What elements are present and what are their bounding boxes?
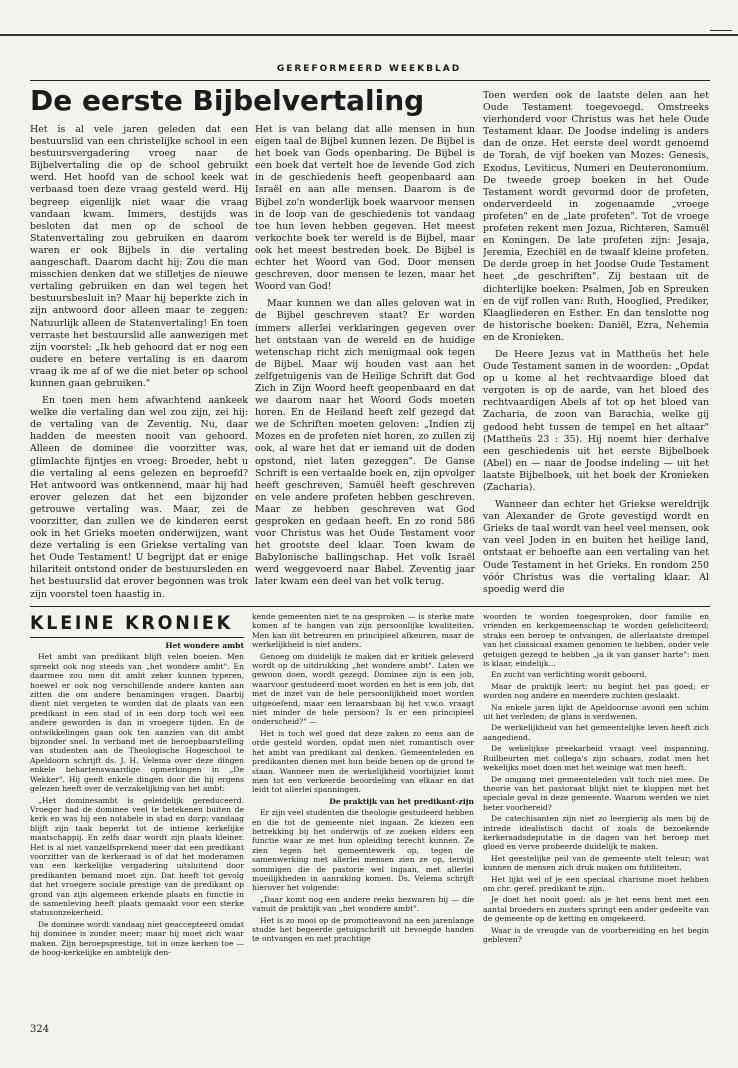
kroniek-title [30, 612, 244, 636]
top-edge-rule [0, 34, 738, 36]
header-rule [30, 80, 710, 81]
kroniek-paragraph: „Het dominesambt is geleidelijk gereduceerd. Vroeger had de dominee veel te betekenen buiten de kerk en was hij een notabele in stad en dorp; vandaag blijft zijn taak beperkt tot de intieme kerkelijke maatschappij. En zelfs daar wordt zijn plaats kleiner. Het is al niet vanzelfsprekend meer dat een predikant voorzitter van de kerkeraad is of dat het moderamen van een kerkelijke vergadering uitsluitend door predikanten bemand moet zijn. Dat heeft tot gevolg dat het vroegere sociale prestige van de predikant op grond van zijn algemeen erkende plaats en functie in de samenleving heeft plaats gemaakt voor een sterke statusonzekerheid. [30, 795, 244, 918]
kroniek-paragraph: woorden te worden toegesproken, door familie en vrienden en kerkgemeenschap te worden gefeliciteerd; straks een beroep te ontvangen, de allerlaatste drempel van het classicaal examen genomen te hebben, onder vele getuigen gezegd te hebben „ja ik van ganser harte": men is klaar, eindelijk… [483, 612, 709, 669]
kroniek-paragraph: De dominee wordt vandaag niet geaccepteerd omdat hij dominee is zonder meer; maar hij moet zich waar maken. Zijn beroepsprestige, tot in onze kerken toe — de hoog-kerkelijke en ambtelijk den- [30, 919, 244, 957]
kroniek-column-1 [30, 640, 244, 998]
kroniek-column-2 [252, 612, 474, 998]
kroniek-paragraph: Het ambt van predikant blijft velen boeien. Men spreekt ook nog steeds van „het wondere ambt". En daarmee zou men dit ambt zeker kunnen typeren, hoewel er ook nog verschillende andere kanten aan zitten die om andere benamingen vragen. Daarbij dient niet vergeten te worden dat de plaats van een predikant in een stad of in een dorp toch wel een andere geworden is dan in vroegere tijden. En de ontwikkelingen gaan ook ten aanzien van dit ambt bijzonder snel. In verband met de beroepbaarstelling van studenten aan de Theologische Hogeschool te Apeldoorn schrijft ds. J. H. Velema over deze dingen enkele behartenswaardige opmerkingen in „De Wekker". Hij geeft enkele dingen door die hij ergens gelezen heeft over de verzakelijking van het ambt: [30, 652, 244, 794]
article-paragraph: En toen men hem afwachtend aankeek welke die vertaling dan wel zou zijn, zei hij: de vertaling van de Zeventig. Nu, daar hadden de meesten nooit van gehoord. Alleen de dominee die voorzitter was, glimlachte fijntjes en vroeg: Broeder, hebt u die vertaling al eens gelezen en beproefd? Het antwoord was ontkennend, maar hij had erover gelezen dat het een bijzonder getrouwe vertaling was. Maar, zei de voorzitter, dan zullen we de kinderen eerst ook in het Grieks moeten onderwijzen, want deze vertaling is een Griekse vertaling van het Oude Testament! U begrijpt dat er enige hilariteit ontstond onder de bestuursleden en het bestuurslid dat erover begonnen was trok zijn voorstel toen haastig in. [30, 395, 248, 600]
kroniek-title-rule [30, 637, 244, 638]
kroniek-paragraph: Waar is de vreugde van de voorbereiding en het begin gebleven? [483, 925, 709, 944]
article-paragraph: Toen werden ook de laatste delen aan het Oude Testament toegevoegd. Omstreeks vierhonderd voor Christus was het hele Oude Testament klaar. De Joodse indeling is anders dan de onze. Het eerste deel wordt genoemd de Torah, de vijf boeken van Mozes: Genesis, Exodus, Leviticus, Numeri en Deuteronomium. De tweede groep boeken in het Oude Testament wordt gevormd door de profeten, onderverdeeld in zogenaamde „vroege profeten" en de „late profeten". Tot de vroege profeten rekent men Jozua, Richteren, Samuël en Koningen. De late profeten zijn: Jesaja, Jeremia, Ezechiël en de twaalf kleine profeten. De derde groep in het Joodse Oude Testament heet „de geschriften". Zij bestaan uit de dichterlijke boeken: Psalmen, Job en Spreuken en de vijf rollen van: Ruth, Hooglied, Prediker, Klaagliederen en Esther. En dan tenslotte nog de historische boeken: Daniël, Ezra, Nehemia en de Kronieken. [483, 90, 709, 343]
kroniek-paragraph: Het geestelijke peil van de gemeente stelt teleur; wat kunnen de mensen zich druk maken om futiliteiten. [483, 853, 709, 873]
kroniek-paragraph: Het is toch wel goed dat deze zaken zo eens aan de orde gesteld worden, opdat men niet romantisch over het ambt van predikant zal denken. Gemeenteleden en predikanten dienen met hun beide benen op de grond te staan. Wanneer men de werkelijkheid voorbijziet komt men tot een verkeerde beoordeling van elkaar en dat leidt tot allerlei spanningen. [252, 728, 474, 795]
page-number: 324 [30, 1024, 50, 1035]
kroniek-paragraph: Het is zo mooi op de promotieavond na een jarenlange studie het begeerde getuigschrift uit bevoegde handen te ontvangen en met prachtige [252, 915, 474, 944]
kroniek-paragraph: Maar de praktijk leert: nu begint het pas goed; er worden nog andere en meerdere zuchten geslaakt. [483, 681, 709, 701]
article-column-3 [483, 90, 709, 606]
kroniek-paragraph: De werkelijkheid van het gemeentelijke leven heeft zich aangediend. [483, 723, 709, 742]
article-column-2 [255, 124, 475, 606]
article-paragraph: De Heere Jezus vat in Mattheüs het hele Oude Testament samen in de woorden: „Opdat op u kome al het rechtvaardige bloed dat vergoten is op de aarde, van het bloed des rechtvaardigen Abels af tot op het bloed van Zacharia, de zoon van Barachia, welke gij gedood hebt tussen de tempel en het altaar" (Mattheüs 23 : 35). Hij noemt hier derhalve een geschiedenis uit het eerste Bijbelboek (Abel) en — naar de Joodse indeling — uit het laatste Bijbelboek, uit het boek der Kronieken (Zacharia). [483, 348, 709, 493]
kroniek-paragraph: kende gemeenten niet te na gesproken — is sterke mate komen af te hangen van zijn persoonlijke kwaliteiten. Men kan dit betreuren en principieel afkeuren, maar de werkelijkheid is niet anders. [252, 612, 474, 650]
article-paragraph: Het is al vele jaren geleden dat een bestuurslid van een christelijke school in een bestuursvergadering vroeg naar de Bijbelvertaling die op de school gebruikt werd. Het hoofd van de school keek wat verbaasd toen deze vraag gesteld werd. Hij begreep eigenlijk niet waar die vraag vandaan kwam. Immers, destijds was besloten dat men op de school de Statenvertaling zou gebruiken en daarom waren er ook Bijbels in die vertaling aangeschaft. Daarom dacht hij: Zou die man misschien denken dat we stilletjes de nieuwe vertaling gebruiken en dan wel tegen het bestuursbesluit in? Maar hij beperkte zich in zijn antwoord door alleen maar te zeggen: Natuurlijk alleen de Statenvertaling! En toen verraste het bestuurslid alle aanwezigen met zijn voorstel: „Ik heb gehoord dat er nog een oudere en betere vertaling is en daarom vraag ik me af of we die niet beter op school kunnen gaan gebruiken." [30, 124, 248, 389]
kroniek-subheading: De praktijk van het predikant-zijn [329, 796, 474, 806]
kroniek-title-text: KLEINE KRONIEK [30, 612, 233, 634]
kroniek-paragraph: De catechisanten zijn niet zo leergierig als men bij de intrede idealistisch dacht of zoals de bezoekende kerkeraadsdeputatie in de dagen van het beroep met gloed en verve probeerde duidelijk te maken. [483, 814, 709, 852]
section-divider [30, 606, 710, 607]
article-title: De eerste Bijbelvertaling [30, 84, 425, 117]
kroniek-subheading: Het wondere ambt [165, 641, 244, 650]
kroniek-paragraph: De wekelijkse preekarbeid vraagt veel inspanning. Ruilbeurten met collega's zijn schaars, zodat men het wekelijks moet doen met het weinige wat men heeft. [483, 744, 709, 773]
kroniek-paragraph: En zucht van verlichting wordt geboord. [491, 670, 647, 680]
article-paragraph: Wanneer dan echter het Griekse wereldrijk van Alexander de Grote gevestigd wordt en Grieks de taal wordt van heel veel mensen, ook van veel Joden in en buiten het heilige land, ontstaat er behoefte aan een vertaling van het Oude Testament in het Grieks. En rondom 250 vóór Christus was die vertaling klaar. Al spoedig werd die [483, 499, 709, 595]
kroniek-paragraph: Er zijn veel studenten die theologie gestudeerd hebben en die tot de gemeente niet ingaan. Ze kiezen een betrekking bij het onderwijs of ze zoeken elders een functie waar ze met hun opleiding terecht kunnen. Ze zien tegen het gemeentewerk op, tegen de samenwerking met allerlei mensen zien ze op, terwijl sommigen die de pastorie wel ingaan, met allerlei moeilijkheden in aanraking komen. Ds. Velema schrijft hierover het volgende: [252, 808, 474, 893]
kroniek-paragraph: Genoeg om duidelijk te maken dat er kritiek geleverd wordt op de uitdrukking „het wondere ambt". Laten we gewoon doen, wordt gezegd. Dominee zijn is een job, waarvoor gestudeerd moet worden en het is een job, dat met de inzet van de hele persoonlijkheid moet worden uitgeoefend, maar een leraarsbaan bij het v.w.o. vraagt niet minder de hele persoon? Is er een principieel onderscheid?" — [252, 651, 474, 727]
kroniek-column-3 [483, 612, 709, 998]
kroniek-paragraph: „Daar komt nog een andere reeks bezwaren bij — die vanuit de praktijk van „het wondere ambt". [252, 894, 474, 914]
kroniek-paragraph: De omgang met gemeenteleden valt toch niet mee. De theorie van het pastoraat blijkt niet te kloppen met het speciale geval in deze gemeente. Waarom werden we niet beter voorbereid? [483, 774, 709, 812]
kroniek-paragraph: Het lijkt wel of je een speciaal charisme moet hebben om chr. geref. predikant te zijn. [483, 874, 709, 893]
kroniek-paragraph: Je doet het nooit goed: als je het eens bent met een aantal broeders en zusters springt een ander gedeelte van de gemeente op de ketting en omgekeerd. [483, 895, 709, 924]
article-paragraph: Het is van belang dat alle mensen in hun eigen taal de Bijbel kunnen lezen. De Bijbel is het boek van Gods openbaring. De Bijbel is een boek dat vertelt hoe de levende God zich in de geschiedenis heeft geopenbaard aan Israël en aan alle mensen. Daarom is de Bijbel zo'n wonderlijk boek waarvoor mensen in de loop van de geschiedenis tot vandaag toe hun leven hebben gegeven. Het meest verkochte boek ter wereld is de Bijbel, maar ook het meest bestreden boek. De Bijbel is echter het Woord van God. Door mensen geschreven, door mensen te lezen, maar het Woord van God! [255, 124, 475, 293]
kroniek-paragraph: Na enkele jaren lijkt de Apeldoornse avond een schim uit het verleden; de glans is verdwenen. [483, 702, 709, 722]
top-edge-tick [710, 30, 732, 31]
running-title: GEREFORMEERD WEEKBLAD [276, 64, 462, 74]
article-paragraph: Maar kunnen we dan alles geloven wat in de Bijbel geschreven staat? Er worden immers allerlei verklaringen gegeven over het ontstaan van de wereld en de huidige wetenschap richt zich menigmaal ook tegen de Bijbel. Maar wij houden vast aan het zelfgetuigenis van de Heilige Schrift dat God Zich in Zijn Woord heeft geopenbaard en dat we daarom naar het Woord Gods moeten horen. En de Heiland heeft zelf gezegd dat we de Schriften moeten geloven: „Indien zij Mozes en de profeten niet horen, zo zullen zij ook, al ware het dat er iemand uit de doden opstond, niet laten gezeggen". De Ganse Schrift is een vertaalde boek en, zijn opvolger heeft geschreven, Samuël heeft geschreven en vele andere profeten hebben geschreven. Maar ze hebben geschreven wat God gesproken en gedaan heeft. En zo rond 586 voor Christus was het Oude Testament voor het grootste deel klaar. Toen kwam de Babylonische ballingschap. Het volk Israël werd weggevoerd naar Babel. Zeventig jaar later kwam een deel van het volk terug. [255, 298, 475, 588]
article-column-1 [30, 124, 248, 606]
